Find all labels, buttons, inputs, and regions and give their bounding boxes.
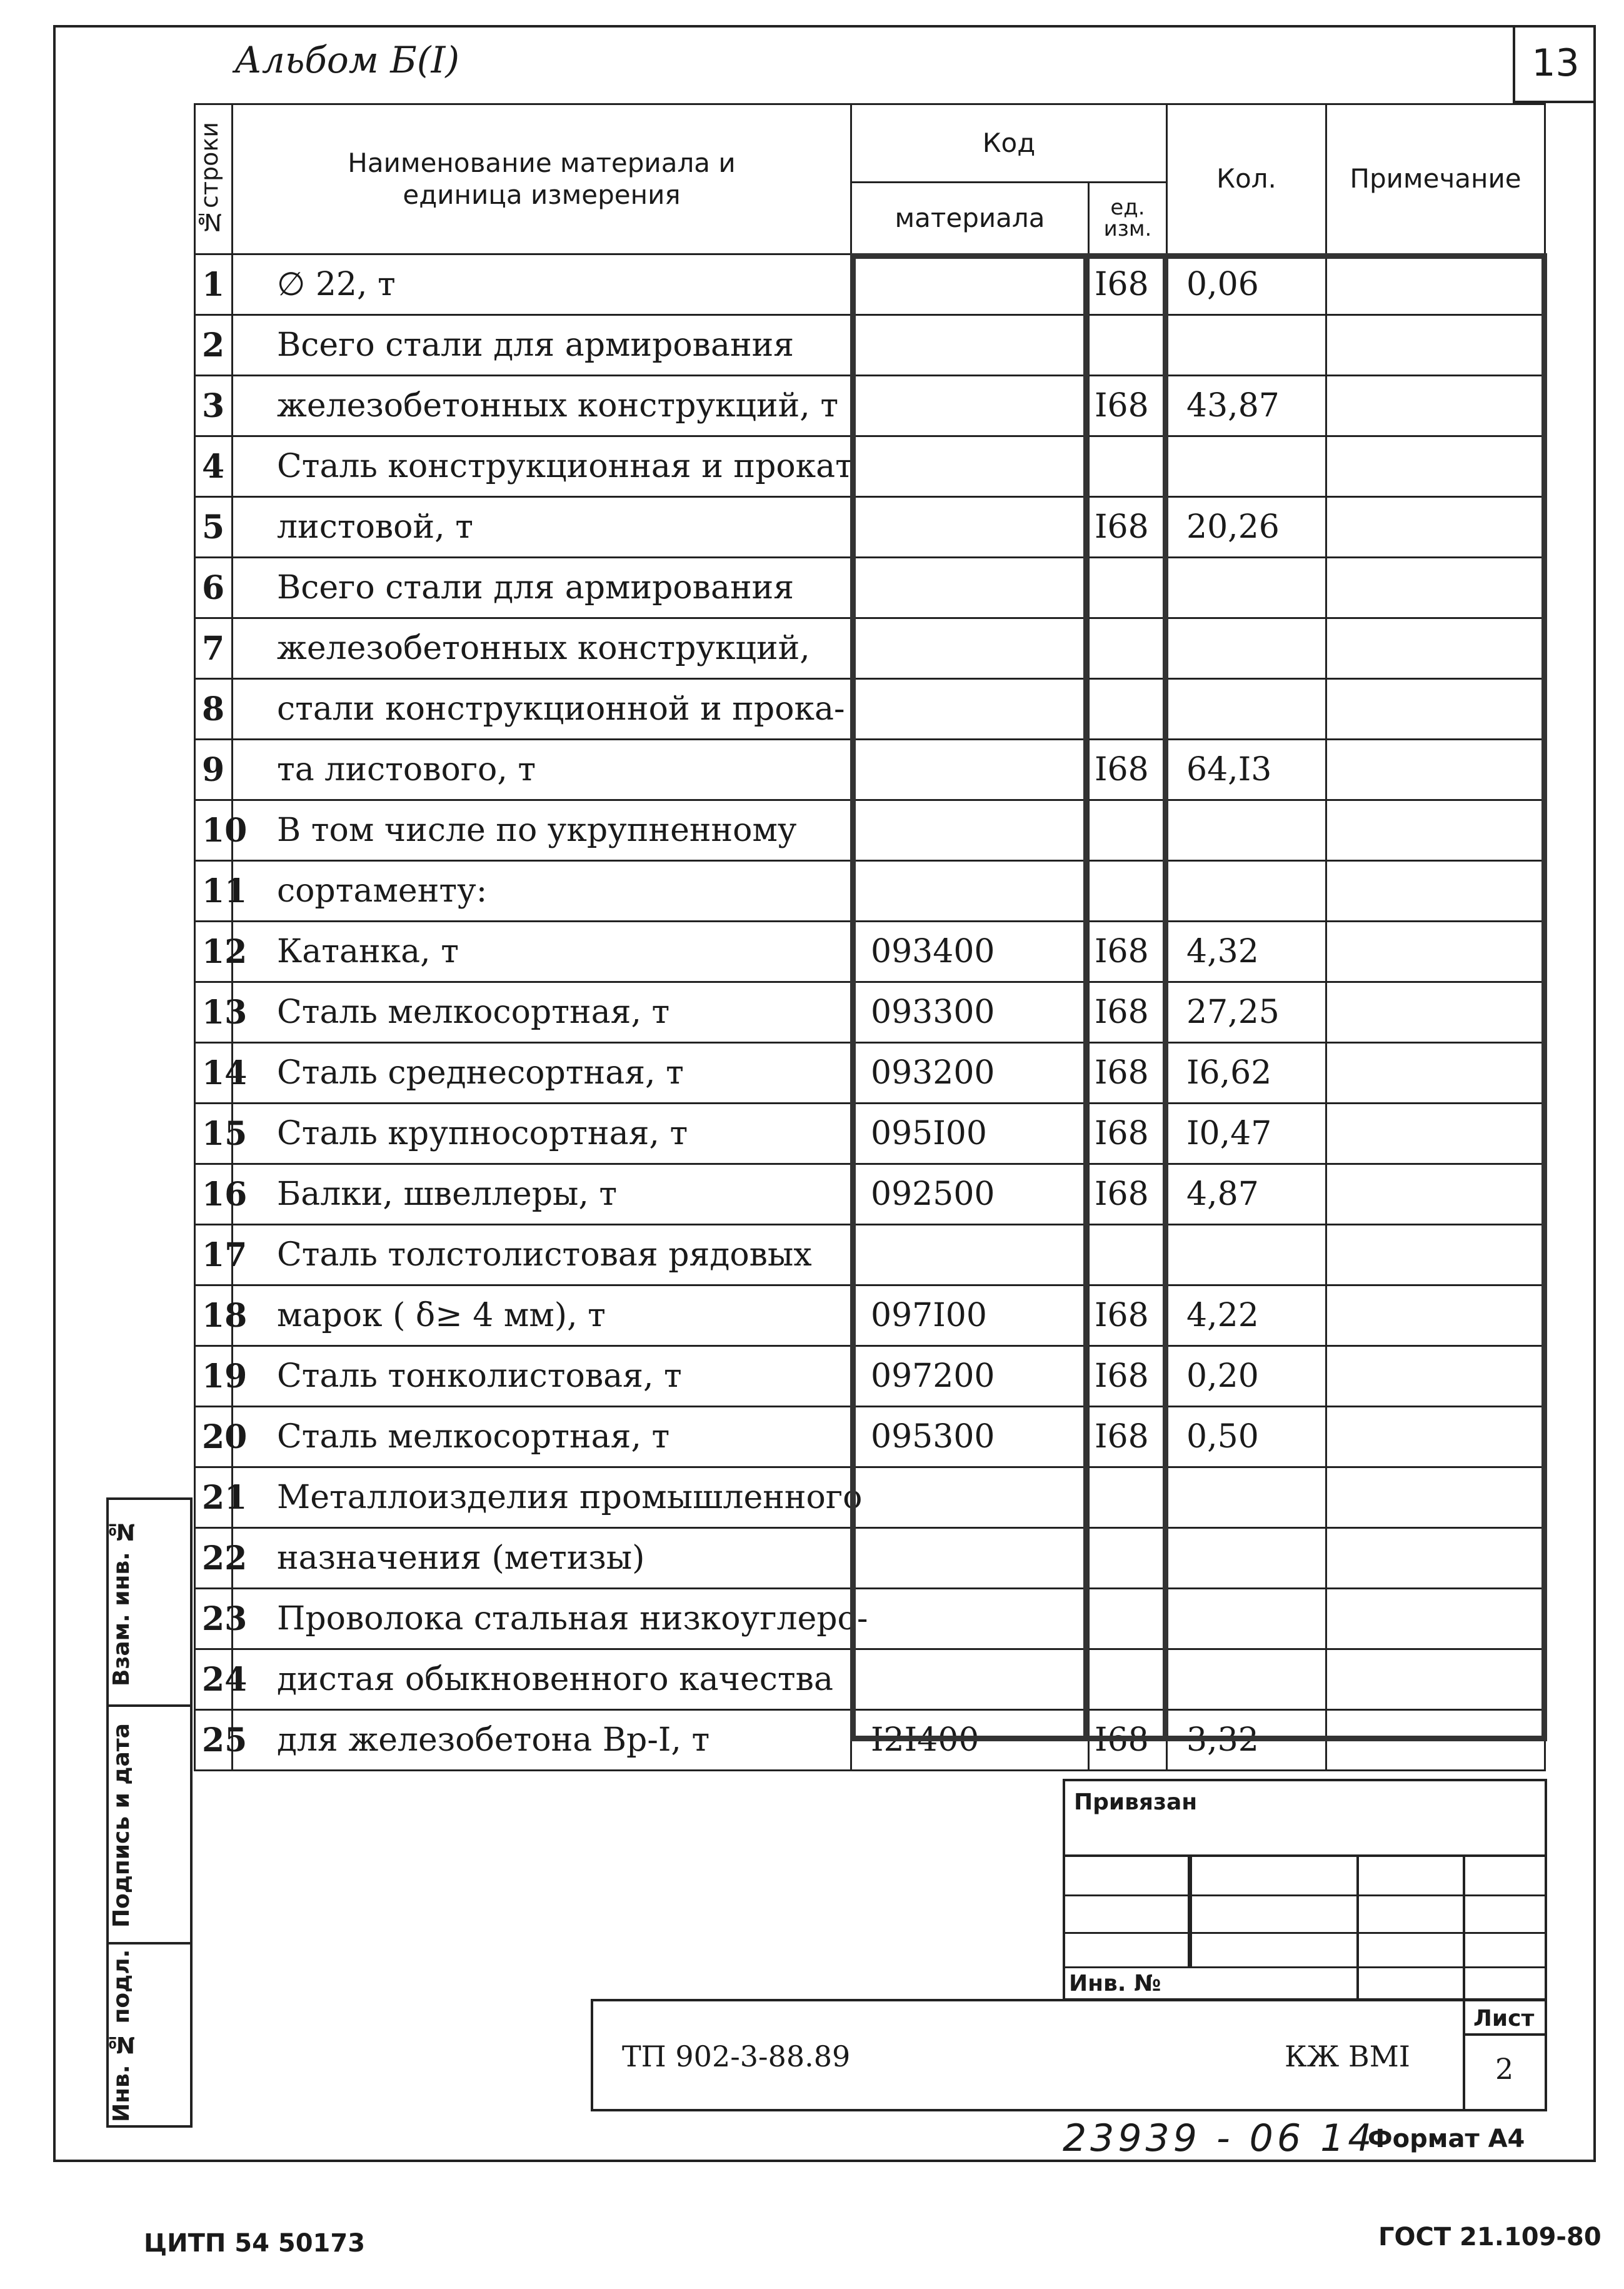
quantity xyxy=(1167,558,1326,618)
table-row xyxy=(195,1407,1545,1467)
material-code: 093300 xyxy=(851,982,1089,1043)
unit-code xyxy=(1089,1225,1167,1285)
quantity xyxy=(1167,679,1326,740)
material-code: I2I400 xyxy=(851,1710,1089,1771)
note xyxy=(1326,1285,1545,1346)
quantity: 27,25 xyxy=(1167,982,1326,1043)
quantity: 4,22 xyxy=(1167,1285,1326,1346)
quantity: 20,26 xyxy=(1167,497,1326,558)
quantity xyxy=(1167,1225,1326,1285)
note xyxy=(1326,315,1545,376)
row-number: 25 xyxy=(195,1710,233,1771)
page-number: 13 xyxy=(1513,25,1596,103)
inv-no-label: Инв. № xyxy=(1069,1971,1161,1996)
material-code xyxy=(851,618,1089,679)
note xyxy=(1326,618,1545,679)
material-code xyxy=(851,315,1089,376)
table-row xyxy=(195,1164,1545,1225)
row-number: 1 xyxy=(195,254,233,315)
unit-code xyxy=(1089,1649,1167,1710)
unit-code: I68 xyxy=(1089,1164,1167,1225)
row-number: 10 xyxy=(195,800,233,861)
header-row-no: №строки xyxy=(195,104,233,254)
row-number: 9 xyxy=(195,740,233,800)
table-row xyxy=(195,861,1545,922)
table-row xyxy=(195,1649,1545,1710)
row-number: 16 xyxy=(195,1164,233,1225)
quantity: 0,20 xyxy=(1167,1346,1326,1407)
material-name: сортаменту: xyxy=(233,861,851,922)
material-code xyxy=(851,740,1089,800)
note xyxy=(1326,1104,1545,1164)
handwritten-number: 23939 - 06 14 xyxy=(1063,2116,1376,2160)
material-code: 097I00 xyxy=(851,1285,1089,1346)
material-name: Сталь мелкосортная, т xyxy=(233,982,851,1043)
document-mark: КЖ ВМI xyxy=(1285,2040,1410,2073)
quantity: I0,47 xyxy=(1167,1104,1326,1164)
note xyxy=(1326,1346,1545,1407)
table-row xyxy=(195,1043,1545,1104)
note xyxy=(1326,254,1545,315)
unit-code xyxy=(1089,1589,1167,1649)
unit-code xyxy=(1089,618,1167,679)
quantity xyxy=(1167,315,1326,376)
unit-code: I68 xyxy=(1089,254,1167,315)
format-label: Формат А4 xyxy=(1368,2125,1525,2153)
row-number: 15 xyxy=(195,1104,233,1164)
row-number: 21 xyxy=(195,1467,233,1528)
row-number: 19 xyxy=(195,1346,233,1407)
quantity xyxy=(1167,436,1326,497)
note xyxy=(1326,376,1545,436)
material-code: 092500 xyxy=(851,1164,1089,1225)
material-code xyxy=(851,497,1089,558)
unit-code: I68 xyxy=(1089,1043,1167,1104)
row-number: 12 xyxy=(195,922,233,982)
row-number: 23 xyxy=(195,1589,233,1649)
material-name: Сталь толстолистовая рядовых xyxy=(233,1225,851,1285)
table-row xyxy=(195,1225,1545,1285)
quantity: 4,87 xyxy=(1167,1164,1326,1225)
sidebar-label-podpis: Подпись и дата xyxy=(106,1708,150,1943)
row-number: 7 xyxy=(195,618,233,679)
privyazan-hline-2 xyxy=(1063,1894,1547,1896)
unit-code: I68 xyxy=(1089,497,1167,558)
unit-code: I68 xyxy=(1089,982,1167,1043)
material-name: листовой, т xyxy=(233,497,851,558)
note xyxy=(1326,1589,1545,1649)
row-number: 8 xyxy=(195,679,233,740)
note xyxy=(1326,800,1545,861)
privyazan-hline-3 xyxy=(1063,1932,1547,1934)
material-code xyxy=(851,376,1089,436)
material-name: Балки, швеллеры, т xyxy=(233,1164,851,1225)
unit-code: I68 xyxy=(1089,1407,1167,1467)
footer-gost: ГОСТ 21.109-80 xyxy=(1378,2223,1601,2251)
table-row xyxy=(195,679,1545,740)
header-name: Наименование материала и единица измерения xyxy=(233,104,851,254)
quantity xyxy=(1167,1528,1326,1589)
row-number: 14 xyxy=(195,1043,233,1104)
sheet-cell-vline xyxy=(1463,1999,1465,2111)
unit-code xyxy=(1089,558,1167,618)
material-name: железобетонных конструкций, т xyxy=(233,376,851,436)
table-row xyxy=(195,982,1545,1043)
quantity xyxy=(1167,1649,1326,1710)
table-row xyxy=(195,558,1545,618)
sidebar-label-vzam: Взам. инв. № xyxy=(106,1501,150,1704)
row-number: 18 xyxy=(195,1285,233,1346)
material-name: Катанка, т xyxy=(233,922,851,982)
material-code xyxy=(851,1467,1089,1528)
note xyxy=(1326,1649,1545,1710)
table-row xyxy=(195,497,1545,558)
unit-code: I68 xyxy=(1089,1346,1167,1407)
material-name: та листового, т xyxy=(233,740,851,800)
table-row xyxy=(195,618,1545,679)
quantity xyxy=(1167,618,1326,679)
row-number: 2 xyxy=(195,315,233,376)
privyazan-hline-1 xyxy=(1063,1854,1547,1857)
material-name: Сталь крупносортная, т xyxy=(233,1104,851,1164)
unit-code xyxy=(1089,861,1167,922)
material-name: Всего стали для армирования xyxy=(233,558,851,618)
header-note: Примечание xyxy=(1326,104,1545,254)
table-row xyxy=(195,1710,1545,1771)
table-row xyxy=(195,1346,1545,1407)
note xyxy=(1326,861,1545,922)
note xyxy=(1326,558,1545,618)
note xyxy=(1326,740,1545,800)
material-code xyxy=(851,800,1089,861)
quantity: 4,32 xyxy=(1167,922,1326,982)
material-code: 095300 xyxy=(851,1407,1089,1467)
row-number: 3 xyxy=(195,376,233,436)
document-code: ТП 902-3-88.89 xyxy=(622,2040,851,2073)
note xyxy=(1326,679,1545,740)
unit-column-left-line xyxy=(1083,253,1089,1741)
note xyxy=(1326,1164,1545,1225)
material-name: железобетонных конструкций, xyxy=(233,618,851,679)
table-row xyxy=(195,1285,1545,1346)
unit-code: I68 xyxy=(1089,1710,1167,1771)
header-unit: ед. изм. xyxy=(1089,183,1167,254)
privyazan-vline-1 xyxy=(1188,1854,1192,1967)
note xyxy=(1326,982,1545,1043)
table-row xyxy=(195,436,1545,497)
quantity: 0,50 xyxy=(1167,1407,1326,1467)
note xyxy=(1326,1407,1545,1467)
material-name: В том числе по укрупненному xyxy=(233,800,851,861)
material-code xyxy=(851,254,1089,315)
quantity xyxy=(1167,800,1326,861)
row-number: 6 xyxy=(195,558,233,618)
material-name: Сталь мелкосортная, т xyxy=(233,1407,851,1467)
quantity: 0,06 xyxy=(1167,254,1326,315)
unit-code xyxy=(1089,800,1167,861)
quantity: 3,32 xyxy=(1167,1710,1326,1771)
note xyxy=(1326,497,1545,558)
unit-code xyxy=(1089,679,1167,740)
table-row xyxy=(195,1104,1545,1164)
table-row xyxy=(195,922,1545,982)
material-name: для железобетона Вр-I, т xyxy=(233,1710,851,1771)
table-row xyxy=(195,1528,1545,1589)
note xyxy=(1326,1528,1545,1589)
quantity: 43,87 xyxy=(1167,376,1326,436)
footer-left-code: ЦИТП 54 50173 xyxy=(144,2229,366,2258)
unit-code xyxy=(1089,1528,1167,1589)
quantity: I6,62 xyxy=(1167,1043,1326,1104)
privyazan-vline-2 xyxy=(1356,1854,1359,2001)
material-code: 097200 xyxy=(851,1346,1089,1407)
table-row xyxy=(195,800,1545,861)
note xyxy=(1326,436,1545,497)
material-code xyxy=(851,1225,1089,1285)
note xyxy=(1326,922,1545,982)
sheet-number: 2 xyxy=(1495,2052,1514,2086)
quantity xyxy=(1167,1467,1326,1528)
material-name: Сталь среднесортная, т xyxy=(233,1043,851,1104)
quantity xyxy=(1167,1589,1326,1649)
material-code: 093400 xyxy=(851,922,1089,982)
material-name: ∅ 22, т xyxy=(233,254,851,315)
unit-code: I68 xyxy=(1089,1285,1167,1346)
table-row xyxy=(195,254,1545,315)
material-name: стали конструкционной и прока- xyxy=(233,679,851,740)
material-name: Проволока стальная низкоуглеро- xyxy=(233,1589,851,1649)
row-number: 17 xyxy=(195,1225,233,1285)
table-row xyxy=(195,315,1545,376)
privyazan-label: Привязан xyxy=(1074,1789,1198,1815)
unit-code: I68 xyxy=(1089,376,1167,436)
material-code: 095I00 xyxy=(851,1104,1089,1164)
header-code: Код xyxy=(851,104,1167,183)
unit-code xyxy=(1089,315,1167,376)
privyazan-vline-3 xyxy=(1463,1854,1465,2001)
quantity xyxy=(1167,861,1326,922)
row-number: 22 xyxy=(195,1528,233,1589)
note xyxy=(1326,1467,1545,1528)
note xyxy=(1326,1710,1545,1771)
table-row xyxy=(195,1467,1545,1528)
material-code xyxy=(851,1649,1089,1710)
material-code xyxy=(851,1528,1089,1589)
table-row xyxy=(195,376,1545,436)
note xyxy=(1326,1225,1545,1285)
sheet-cell-hline xyxy=(1463,2033,1547,2036)
unit-code xyxy=(1089,1467,1167,1528)
material-name: Всего стали для армирования xyxy=(233,315,851,376)
material-name: Сталь конструкционная и прокат xyxy=(233,436,851,497)
album-label: Альбом Б(I) xyxy=(234,39,460,81)
sidebar-label-inv: Инв. № подл. xyxy=(106,1946,150,2126)
material-code xyxy=(851,558,1089,618)
quantity: 64,I3 xyxy=(1167,740,1326,800)
unit-code: I68 xyxy=(1089,1104,1167,1164)
unit-code: I68 xyxy=(1089,922,1167,982)
row-number: 4 xyxy=(195,436,233,497)
material-name: дистая обыкновенного качества xyxy=(233,1649,851,1710)
unit-column-right-line xyxy=(1163,253,1168,1741)
sheet-label: Лист xyxy=(1473,2006,1535,2031)
material-name: назначения (метизы) xyxy=(233,1528,851,1589)
unit-code xyxy=(1089,436,1167,497)
material-spec-table xyxy=(194,103,1546,1771)
material-code xyxy=(851,1589,1089,1649)
row-number: 20 xyxy=(195,1407,233,1467)
unit-code: I68 xyxy=(1089,740,1167,800)
material-name: Сталь тонколистовая, т xyxy=(233,1346,851,1407)
material-name: марок ( δ≥ 4 мм), т xyxy=(233,1285,851,1346)
privyazan-hline-4 xyxy=(1063,1966,1547,1968)
material-code xyxy=(851,679,1089,740)
note xyxy=(1326,1043,1545,1104)
row-number: 11 xyxy=(195,861,233,922)
header-qty: Кол. xyxy=(1167,104,1326,254)
material-code: 093200 xyxy=(851,1043,1089,1104)
table-row xyxy=(195,1589,1545,1649)
material-code xyxy=(851,436,1089,497)
material-name: Металлоизделия промышленного xyxy=(233,1467,851,1528)
material-code xyxy=(851,861,1089,922)
table-row xyxy=(195,740,1545,800)
row-number: 5 xyxy=(195,497,233,558)
row-number: 13 xyxy=(195,982,233,1043)
row-number: 24 xyxy=(195,1649,233,1710)
header-material: материала xyxy=(851,183,1089,254)
